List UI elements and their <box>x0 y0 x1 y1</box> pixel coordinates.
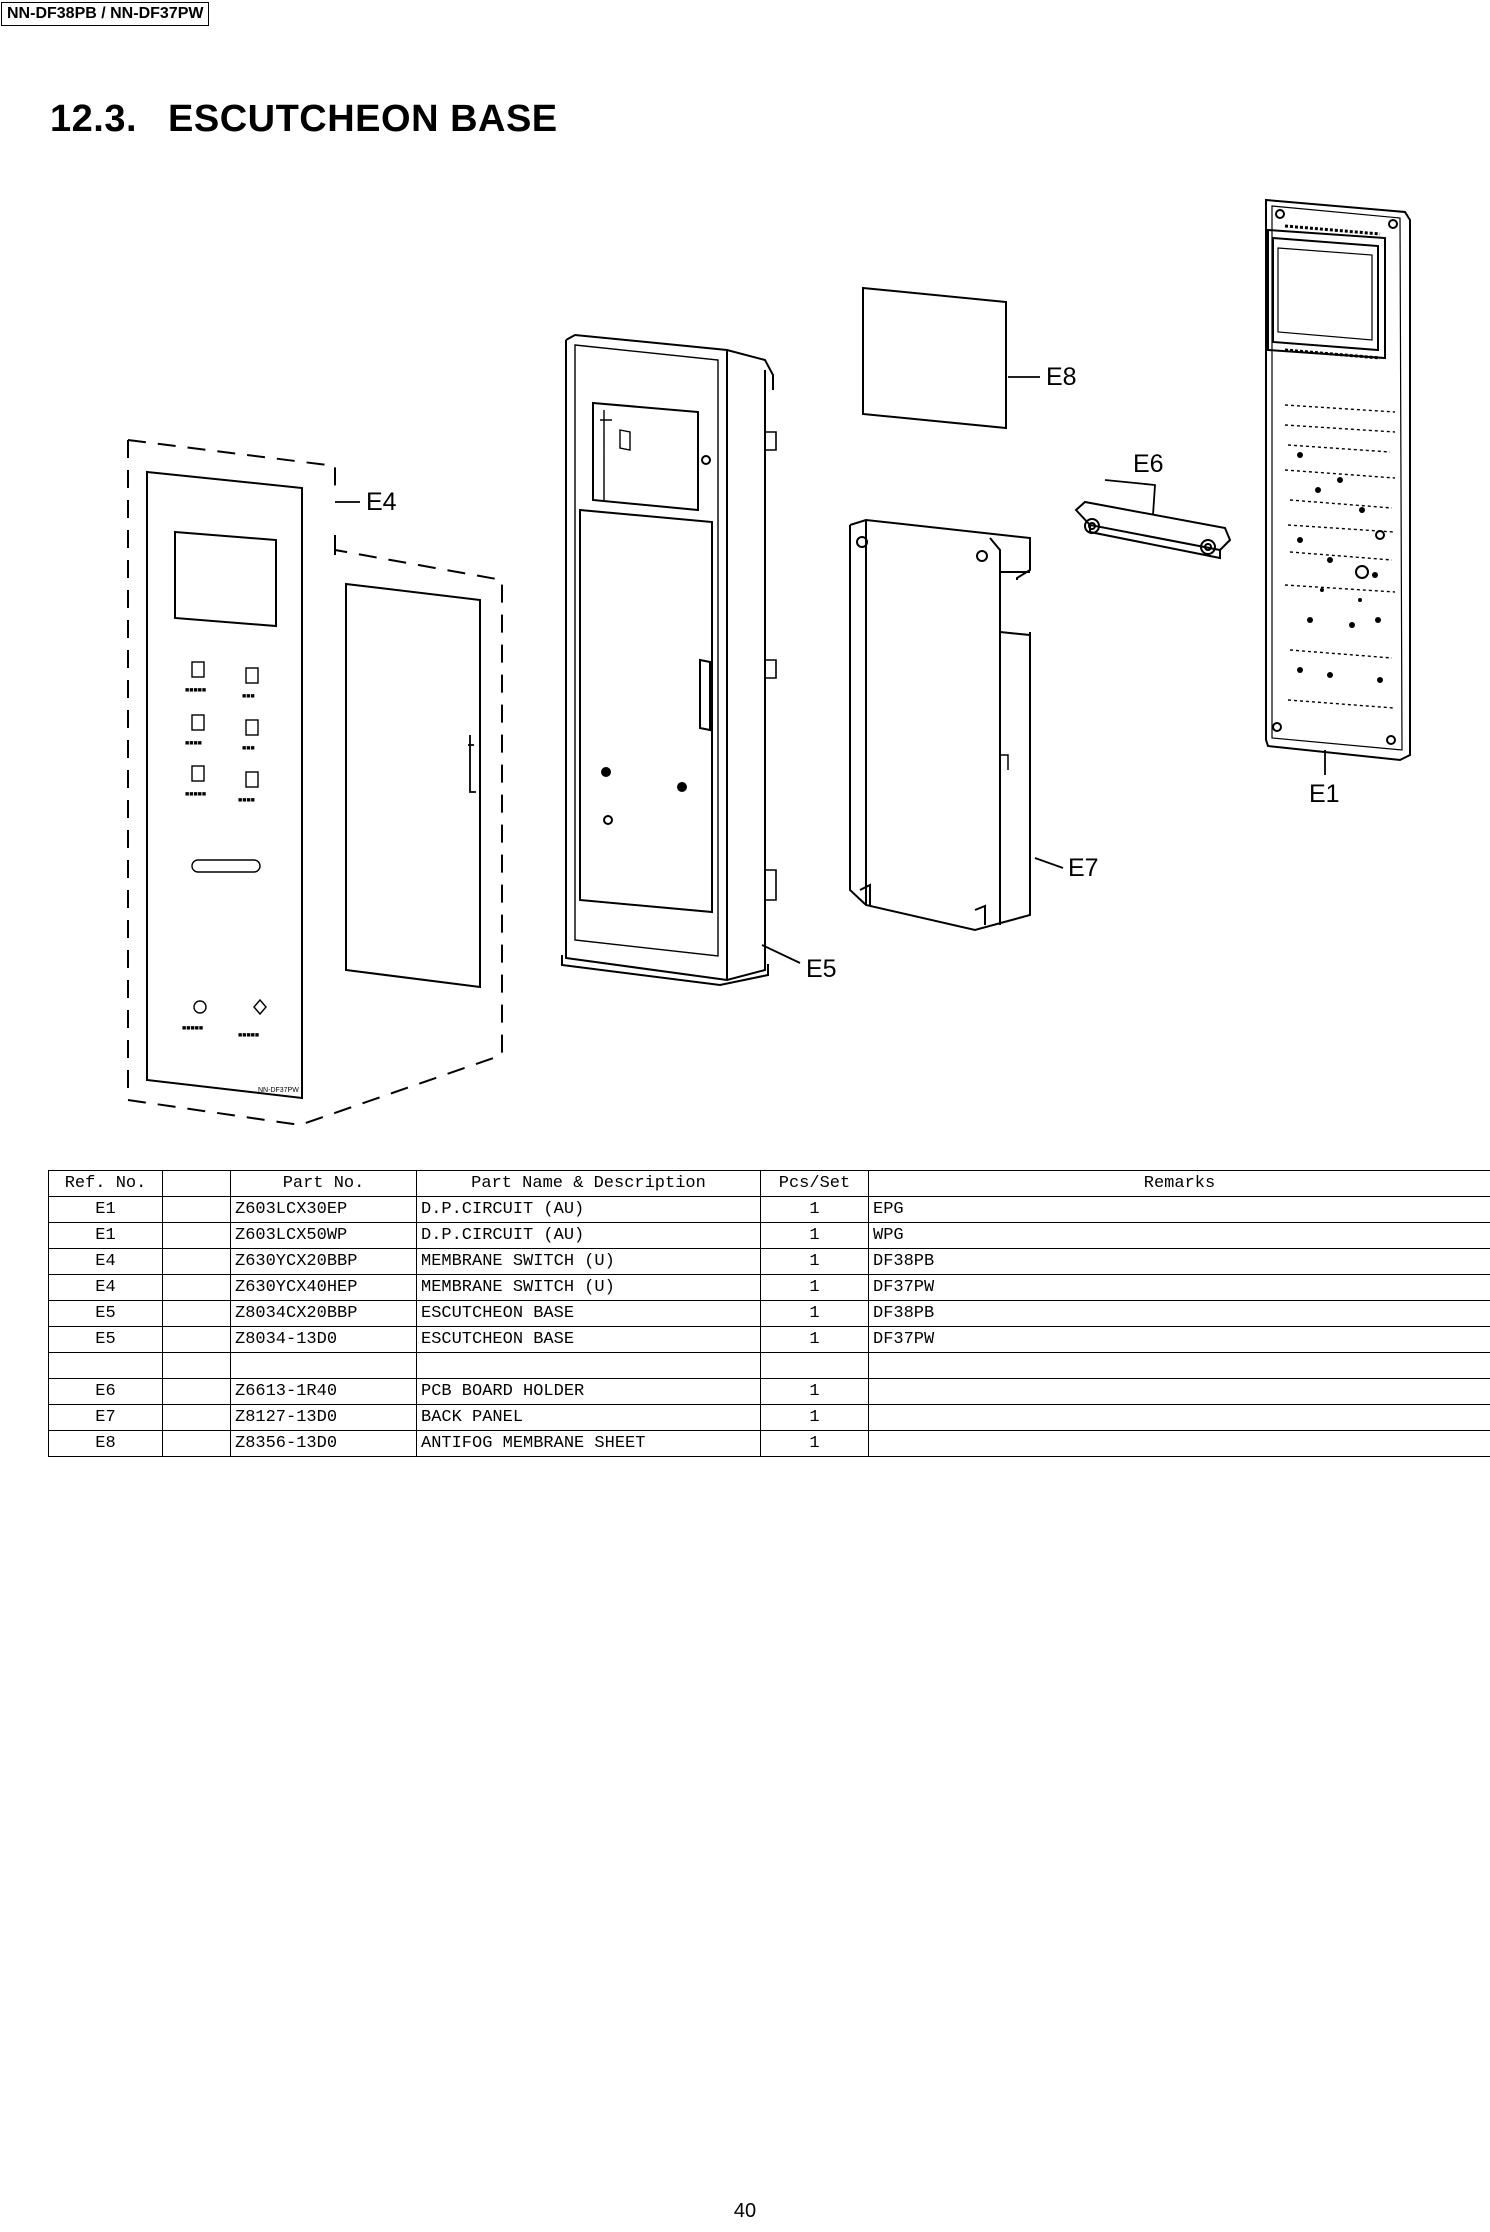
svg-text:■■■■: ■■■■ <box>185 740 202 747</box>
table-row <box>49 1405 1490 1431</box>
exploded-view-diagram <box>0 180 1490 1140</box>
remarks-cell <box>869 1405 1490 1431</box>
svg-text:■■■■■: ■■■■■ <box>182 1025 204 1032</box>
svg-text:■■■■■: ■■■■■ <box>238 1032 260 1039</box>
remarks-cell: DF38PB <box>869 1249 1490 1275</box>
ref-no-cell: E4 <box>49 1275 163 1301</box>
table-row <box>49 1301 1490 1327</box>
remarks-cell: DF37PW <box>869 1275 1490 1301</box>
column-header: Ref. No. <box>49 1171 163 1197</box>
quantity-cell: 1 <box>761 1249 869 1275</box>
description-cell: D.P.CIRCUIT (AU) <box>417 1223 761 1249</box>
part-no-cell: Z8034-13D0 <box>231 1327 417 1353</box>
section-title <box>50 98 558 141</box>
section-name: ESCUTCHEON BASE <box>168 98 558 140</box>
antifog-membrane-sheet <box>863 288 1006 428</box>
page-number: 40 <box>733 2200 757 2222</box>
ref-no-cell: E1 <box>49 1223 163 1249</box>
blank-cell <box>163 1275 231 1301</box>
callout-e1: E1 <box>1309 780 1340 808</box>
escutcheon-base-frame <box>562 335 776 985</box>
membrane-switch-panel <box>128 440 502 1125</box>
description-cell: MEMBRANE SWITCH (U) <box>417 1249 761 1275</box>
column-header: Pcs/Set <box>761 1171 869 1197</box>
part-no-cell: Z630YCX20BBP <box>231 1249 417 1275</box>
callout-e5: E5 <box>806 955 837 983</box>
back-panel <box>850 520 1030 930</box>
remarks-cell: DF37PW <box>869 1327 1490 1353</box>
table-row <box>49 1353 1490 1379</box>
blank-cell <box>163 1197 231 1223</box>
blank-cell <box>163 1327 231 1353</box>
description-cell: ESCUTCHEON BASE <box>417 1327 761 1353</box>
table-row <box>49 1249 1490 1275</box>
membrane-sheet <box>346 584 480 987</box>
quantity-cell: 1 <box>761 1327 869 1353</box>
ref-no-cell: E1 <box>49 1197 163 1223</box>
remarks-cell <box>869 1353 1490 1379</box>
part-no-cell: Z630YCX40HEP <box>231 1275 417 1301</box>
part-no-cell: Z8034CX20BBP <box>231 1301 417 1327</box>
part-no-cell: Z8127-13D0 <box>231 1405 417 1431</box>
column-header: Remarks <box>869 1171 1490 1197</box>
table-row <box>49 1431 1490 1457</box>
blank-cell <box>163 1431 231 1457</box>
svg-text:■■■■■: ■■■■■ <box>185 791 207 798</box>
description-cell: BACK PANEL <box>417 1405 761 1431</box>
blank-cell <box>163 1379 231 1405</box>
svg-text:■■■■■: ■■■■■ <box>185 687 207 694</box>
ref-no-cell: E4 <box>49 1249 163 1275</box>
remarks-cell: WPG <box>869 1223 1490 1249</box>
part-no-cell: Z603LCX30EP <box>231 1197 417 1223</box>
description-cell: MEMBRANE SWITCH (U) <box>417 1275 761 1301</box>
quantity-cell: 1 <box>761 1275 869 1301</box>
callout-leaders <box>335 377 1325 963</box>
remarks-cell <box>869 1379 1490 1405</box>
description-cell: ANTIFOG MEMBRANE SHEET <box>417 1431 761 1457</box>
ref-no-cell: E5 <box>49 1301 163 1327</box>
section-number: 12.3. <box>50 98 138 140</box>
remarks-cell: DF38PB <box>869 1301 1490 1327</box>
blank-cell <box>163 1405 231 1431</box>
blank-cell <box>163 1223 231 1249</box>
quantity-cell: 1 <box>761 1379 869 1405</box>
column-header <box>163 1171 231 1197</box>
ref-no-cell: E8 <box>49 1431 163 1457</box>
table-header-row <box>49 1171 1490 1197</box>
part-no-cell: Z8356-13D0 <box>231 1431 417 1457</box>
ref-no-cell: E7 <box>49 1405 163 1431</box>
part-no-cell <box>231 1353 417 1379</box>
blank-cell <box>163 1353 231 1379</box>
ref-no-cell <box>49 1353 163 1379</box>
ref-no-cell: E5 <box>49 1327 163 1353</box>
column-header: Part Name & Description <box>417 1171 761 1197</box>
table-row <box>49 1379 1490 1405</box>
part-no-cell: Z603LCX50WP <box>231 1223 417 1249</box>
svg-text:■■■: ■■■ <box>242 745 255 752</box>
svg-text:■■■■: ■■■■ <box>238 797 255 804</box>
callout-e6: E6 <box>1133 450 1164 478</box>
model-tag: NN-DF38PB / NN-DF37PW <box>1 2 209 26</box>
display-circuit-board <box>1266 200 1410 760</box>
part-no-cell: Z6613-1R40 <box>231 1379 417 1405</box>
callout-e7: E7 <box>1068 854 1099 882</box>
description-cell: D.P.CIRCUIT (AU) <box>417 1197 761 1223</box>
parts-list-table <box>48 1170 1490 1457</box>
table-row <box>49 1197 1490 1223</box>
description-cell: PCB BOARD HOLDER <box>417 1379 761 1405</box>
remarks-cell <box>869 1431 1490 1457</box>
quantity-cell <box>761 1353 869 1379</box>
quantity-cell: 1 <box>761 1197 869 1223</box>
ref-no-cell: E6 <box>49 1379 163 1405</box>
description-cell <box>417 1353 761 1379</box>
blank-cell <box>163 1301 231 1327</box>
quantity-cell: 1 <box>761 1405 869 1431</box>
description-cell: ESCUTCHEON BASE <box>417 1301 761 1327</box>
callout-e4: E4 <box>366 488 397 516</box>
callout-e8: E8 <box>1046 363 1077 391</box>
remarks-cell: EPG <box>869 1197 1490 1223</box>
quantity-cell: 1 <box>761 1431 869 1457</box>
table-row <box>49 1223 1490 1249</box>
quantity-cell: 1 <box>761 1301 869 1327</box>
blank-cell <box>163 1249 231 1275</box>
table-row <box>49 1275 1490 1301</box>
column-header: Part No. <box>231 1171 417 1197</box>
panel-brand: NN-DF37PW <box>258 1087 299 1094</box>
quantity-cell: 1 <box>761 1223 869 1249</box>
table-row <box>49 1327 1490 1353</box>
svg-text:■■■: ■■■ <box>242 693 255 700</box>
